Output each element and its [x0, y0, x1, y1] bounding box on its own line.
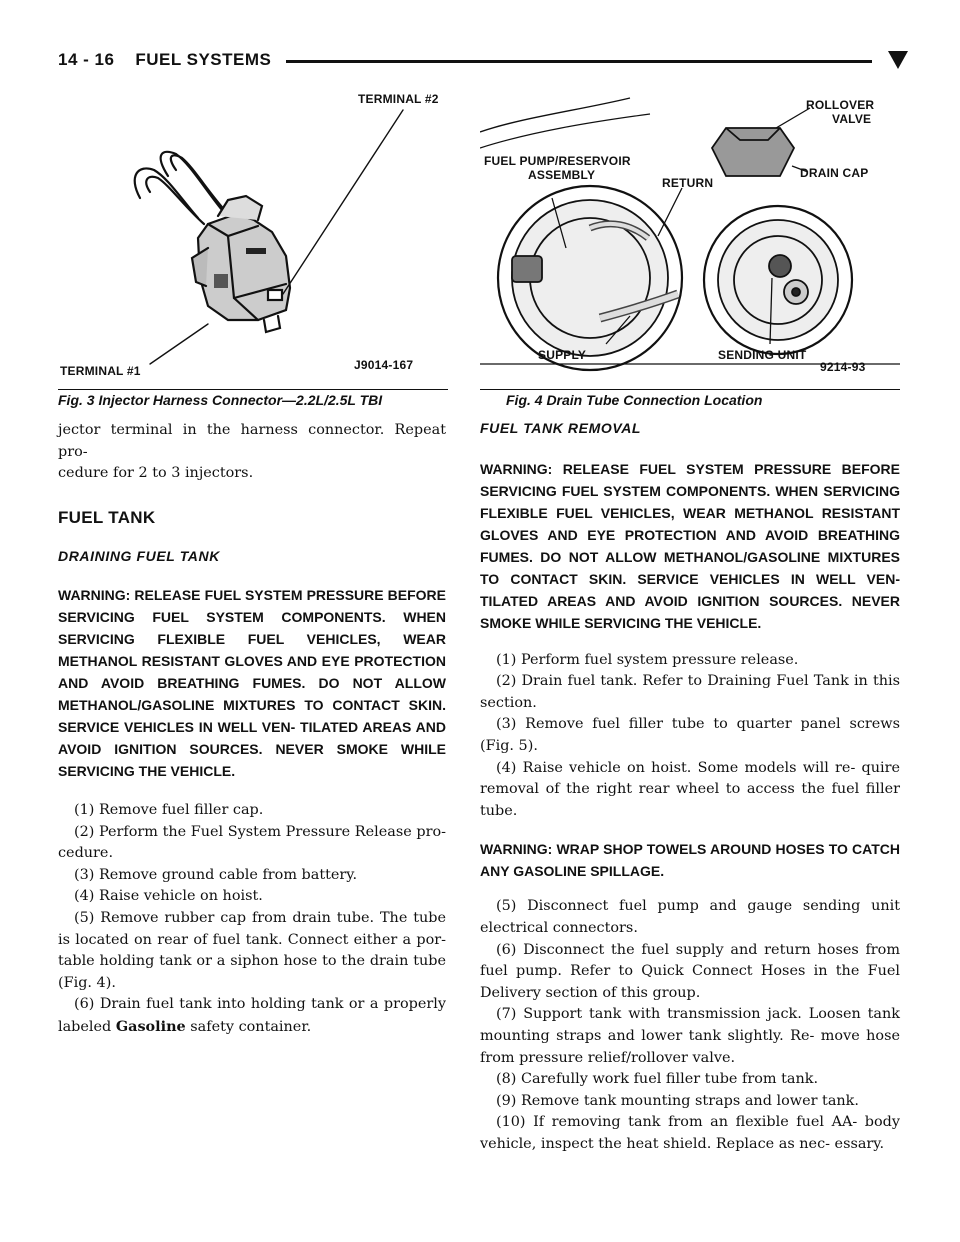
- step-6: [58, 994, 446, 1038]
- label-supply: SUPPLY: [538, 348, 587, 362]
- right-column: [480, 418, 900, 1155]
- step-2: (2) Drain fuel tank. Refer to Draining Fuel Tank in this section.: [480, 673, 900, 711]
- label-terminal-2: TERMINAL #2: [358, 92, 439, 106]
- step-4: (4) Raise vehicle on hoist. Some models will re- quire removal of the right rear wheel to access the fuel filler tube.: [480, 759, 900, 819]
- intro-line-2: cedure for 2 to 3 injectors.: [58, 465, 254, 482]
- section-heading: FUEL TANK: [58, 507, 156, 527]
- step-6: (6) Disconnect the fuel supply and return hoses from fuel pump. Refer to Quick Connect Hoses in the Fuel Delivery section of this group.: [480, 941, 900, 1001]
- label-return: RETURN: [662, 176, 714, 190]
- figure-4-drain-tube: [480, 88, 900, 384]
- figure-3-injector-connector: [58, 88, 448, 384]
- step-5: (5) Remove rubber cap from drain tube. The tube is located on rear of fuel tank. Connect either a por- table holding tank or a siphon hose to the drain tube (Fig. 4).: [58, 909, 446, 991]
- step-8: (8) Carefully work fuel filler tube from tank.: [496, 1071, 819, 1088]
- label-sending-unit: SENDING UNIT: [718, 348, 807, 362]
- intro-line-1: jector terminal in the harness connector. Repeat pro-: [58, 422, 446, 460]
- warning-text-2: WARNING: WRAP SHOP TOWELS AROUND HOSES TO CATCH ANY GASOLINE SPILLAGE.: [480, 841, 900, 880]
- header-title: 14 - 16 FUEL SYSTEMS: [58, 50, 272, 69]
- figure-3-caption: Fig. 3 Injector Harness Connector—2.2L/2.5L TBI: [58, 392, 383, 408]
- label-terminal-1: TERMINAL #1: [60, 364, 141, 378]
- label-figure-code: 9214-93: [820, 360, 866, 374]
- step-10: (10) If removing tank from an flexible fuel AA- body vehicle, inspect the heat shield. Replace as nec- essary.: [480, 1114, 900, 1152]
- step-6-emphasis: Gasoline: [115, 1017, 186, 1035]
- step-7: (7) Support tank with transmission jack. Loosen tank mounting straps and lower tank slightly. Re- move hose from pressure relief/rollover valve.: [480, 1006, 900, 1066]
- label-figure-code: J9014-167: [354, 358, 414, 372]
- header-rule: [286, 60, 872, 63]
- step-5: (5) Disconnect fuel pump and gauge sending unit electrical connectors.: [480, 898, 900, 936]
- connector-illustration: [58, 88, 448, 384]
- subsection-heading: DRAINING FUEL TANK: [58, 548, 220, 565]
- left-column: [58, 420, 446, 1039]
- step-9: (9) Remove tank mounting straps and lower tank.: [496, 1092, 859, 1109]
- page-header: [58, 46, 908, 76]
- subsection-heading: FUEL TANK REMOVAL: [480, 420, 642, 436]
- figure-3-rule: [58, 389, 448, 390]
- figure-4-rule: [480, 389, 900, 390]
- warning-text: WARNING: RELEASE FUEL SYSTEM PRESSURE BEFORE SERVICING FUEL SYSTEM COMPONENTS. WHEN SERVICING FLEXIBLE FUEL VEHICLES, WEAR METHANOL RESISTANT GLOVES AND EYE PROTECTION AND AVOID BREATHING FUMES. DO NOT ALLOW METHANOL/GASOLINE MIXTURES TO CONTACT SKIN. SERVICE VEHICLES IN WELL VEN- TILATED AREAS AND AVOID IGNITION SOURCES. NEVER SMOKE WHILE SERVICING THE VEHICLE.: [480, 460, 900, 631]
- label-drain-cap: DRAIN CAP: [800, 166, 869, 180]
- step-6-end: safety container.: [185, 1018, 312, 1035]
- label-assembly: ASSEMBLY: [528, 168, 596, 182]
- triangle-marker-icon: [888, 51, 908, 69]
- warning-text: WARNING: RELEASE FUEL SYSTEM PRESSURE BEFORE SERVICING FUEL SYSTEM COMPONENTS. WHEN SERVICING FLEXIBLE FUEL VEHICLES, WEAR METHANOL RESISTANT GLOVES AND EYE PROTECTION AND AVOID BREATHING FUMES. DO NOT ALLOW METHANOL/GASOLINE MIXTURES TO CONTACT SKIN. SERVICE VEHICLES IN WELL VEN- TILATED AREAS AND AVOID IGNITION SOURCES. NEVER SMOKE WHILE SERVICING THE VEHICLE.: [58, 586, 446, 779]
- step-2: (2) Perform the Fuel System Pressure Release pro- cedure.: [58, 823, 446, 862]
- fuel-tank-illustration: [480, 88, 900, 384]
- step-3: (3) Remove fuel filler tube to quarter panel screws (Fig. 5).: [480, 716, 900, 754]
- step-4: (4) Raise vehicle on hoist.: [74, 888, 263, 905]
- step-1: (1) Perform fuel system pressure release.: [496, 651, 799, 668]
- figure-4-caption: Fig. 4 Drain Tube Connection Location: [506, 392, 763, 408]
- label-valve: VALVE: [832, 112, 872, 126]
- step-1: (1) Remove fuel filler cap.: [74, 801, 264, 818]
- label-fuel-pump: FUEL PUMP/RESERVOIR: [484, 154, 631, 168]
- step-6-text: (6) Drain fuel tank into holding tank or a properly labeled: [58, 996, 446, 1035]
- step-3: (3) Remove ground cable from battery.: [74, 866, 358, 883]
- label-rollover: ROLLOVER: [806, 98, 875, 112]
